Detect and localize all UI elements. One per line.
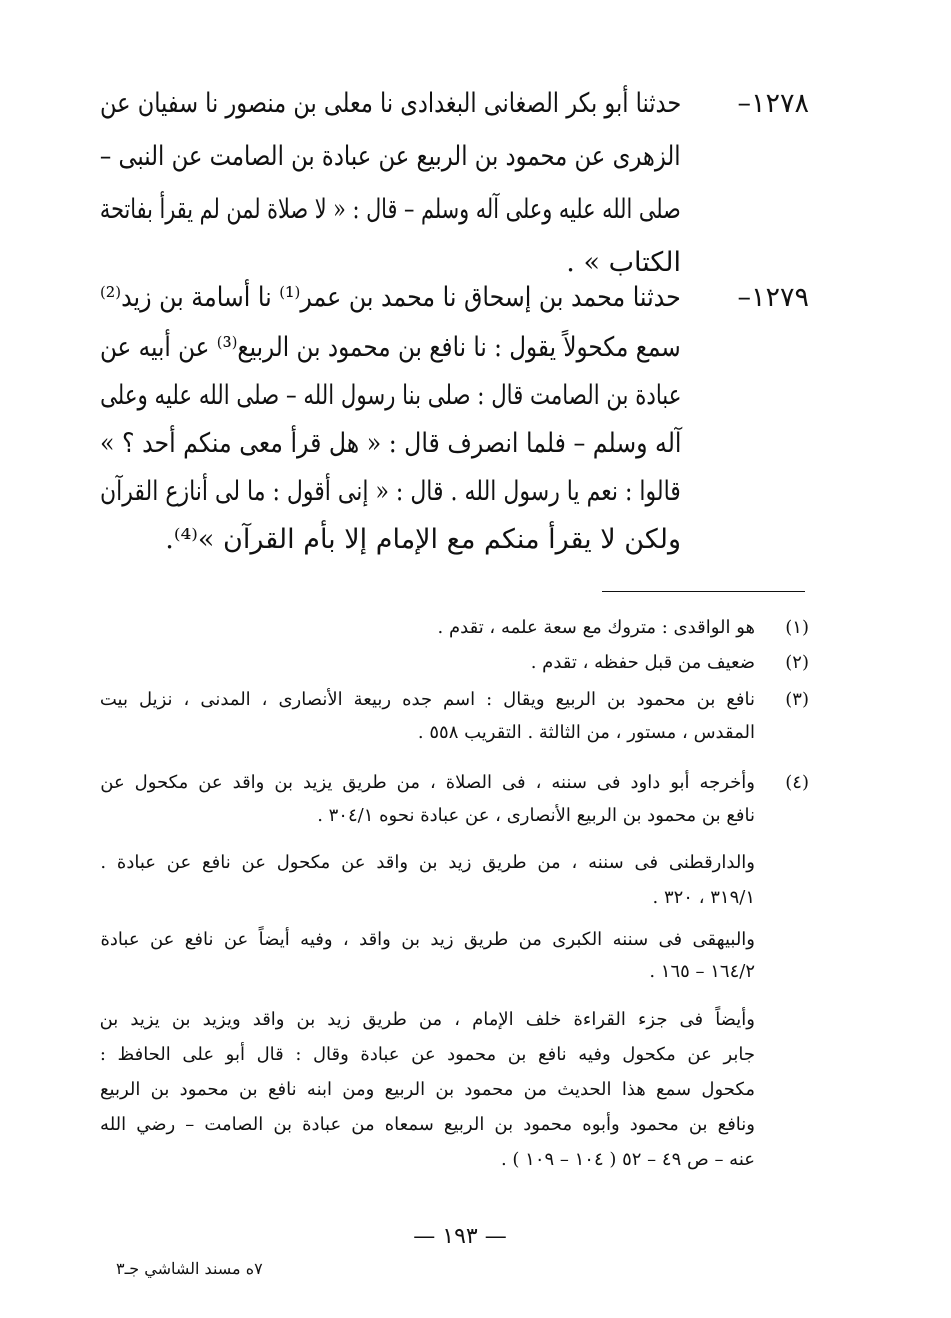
hadith-line: حدثنا محمد بن إسحاق نا محمد بن عمر⁽¹⁾ نا أسامة بن زيد⁽²⁾ (100, 282, 681, 313)
footnote-separator (602, 591, 805, 592)
hadith-number: ١٢٧٩– (737, 282, 809, 313)
hadith-line: عبادة بن الصامت قال : صلى بنا رسول الله – صلى الله عليه وعلى (99, 380, 681, 411)
footnote-1 (100, 613, 809, 643)
page-number: — ١٩٣ — (413, 1224, 507, 1249)
hadith-line: صلى الله عليه وعلى آله وسلم – قال : « لا صلاة لمن لم يقرأ بفاتحة (100, 194, 681, 225)
footnote-4 (100, 768, 809, 832)
footnote-3 (100, 685, 809, 749)
footnote-line: هو الواقدى : متروك مع سعة علمه ، تقدم . (437, 617, 755, 638)
hadith-number: ١٢٧٨– (737, 88, 809, 119)
footnote-paragraph-bayhaqi (100, 925, 809, 987)
hadith-line: الزهرى عن محمود بن الربيع عن عبادة بن الصامت عن النبى – (100, 141, 681, 172)
hadith-line: ولكن لا يقرأ منكم مع الإمام إلا بأم القرآن »⁽⁴⁾. (165, 524, 681, 555)
footnote-line: والبيهقى فى سننه الكبرى من طريق زيد بن واقد ، وفيه أيضاً عن نافع عن عبادة (100, 929, 755, 950)
footnote-line: وأيضاً فى جزء القراءة خلف الإمام ، من طريق زيد بن واقد ويزيد بن يزيد بن (99, 1009, 755, 1030)
footnote-line: والدارقطنى فى سننه ، من طريق زيد بن واقد عن مكحول عن نافع عن عبادة . (100, 852, 755, 873)
footnote-line: نافع بن محمود بن الربيع الأنصارى ، عن عبادة نحوه ٣٠٤/١ . (317, 805, 755, 826)
printer-signature: ٧ه مسند الشاشي جـ٣ (116, 1259, 263, 1278)
footnote-line: نافع بن محمود بن الربيع ويقال : اسم جده ربيعة الأنصارى ، المدنى ، نزيل بيت (99, 689, 755, 710)
footnote-number: (٣) (785, 689, 809, 710)
footnote-line: عنه – ص ٤٩ – ٥٢ ( ١٠٤ – ١٠٩ ) . (500, 1149, 755, 1170)
hadith-line: الكتاب » . (566, 247, 681, 278)
footnote-line: جابر عن مكحول وفيه نافع بن محمود عن عبادة وقال : قال أبو على الحافظ : (99, 1044, 755, 1065)
hadith-line: حدثنا أبو بكر الصغانى البغدادى نا معلى بن منصور نا سفيان عن (99, 88, 681, 119)
footnote-line: ضعيف من قبل حفظه ، تقدم . (530, 652, 755, 673)
footnote-line: المقدس ، مستور ، من الثالثة . التقريب ٥٥٨ . (417, 722, 755, 743)
footnote-number: (٢) (785, 652, 809, 673)
footnote-paragraph-juz-qiraa (100, 1005, 809, 1185)
footnote-number: (١) (785, 617, 809, 638)
footnote-line: مكحول سمع هذا الحديث من محمود بن الربيع ومن ابنه نافع بن محمود بن الربيع (99, 1079, 755, 1100)
hadith-line: سمع مكحولاً يقول : نا نافع بن محمود بن الربيع⁽³⁾ عن أبيه عن (100, 332, 681, 363)
footnote-number: (٤) (785, 772, 809, 793)
footnote-line: وأخرجه أبو داود فى سننه ، فى الصلاة ، من طريق يزيد بن واقد عن مكحول عن (100, 772, 755, 793)
footnote-line: ونافع بن محمود وأبوه محمود بن الربيع سمعاه من عبادة بن الصامت – رضي الله (100, 1114, 755, 1135)
hadith-1279 (100, 272, 809, 562)
footnote-line: ١٦٤/٢ – ١٦٥ . (649, 961, 755, 982)
footnote-line: ٣١٩/١ ، ٣٢٠ . (652, 887, 755, 908)
footnote-2 (100, 648, 809, 678)
footnote-paragraph-daraqutni (100, 848, 809, 914)
hadith-line: قالوا : نعم يا رسول الله . قال : « إنى أقول : ما لى أنازع القرآن (100, 476, 681, 507)
hadith-line: آله وسلم – فلما انصرف قال : « هل قرأ معى منكم أحد ؟ » (99, 428, 681, 459)
hadith-1278 (100, 78, 809, 290)
